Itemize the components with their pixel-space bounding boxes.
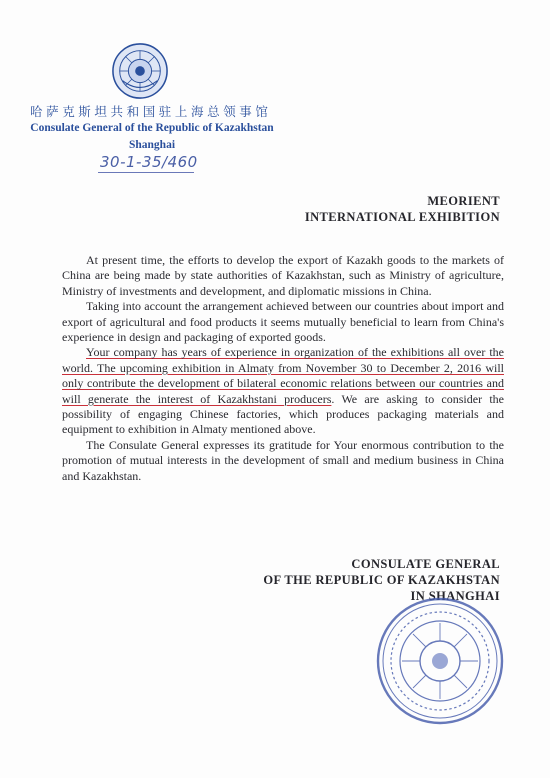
consulate-seal-icon: [375, 596, 505, 726]
paragraph-2: Taking into account the arrangement achieved between our countries about import and export of agricultural and food products it seems mutually beneficial to learn from China's experience in design and packaging of exported goods.: [62, 299, 504, 345]
reference-underline: [98, 172, 194, 173]
reference-number: 30-1-35/460: [100, 153, 198, 171]
signature-line-2: OF THE REPUBLIC OF KAZAKHSTAN: [263, 573, 500, 587]
letter-body: [62, 253, 504, 484]
signature-line-1: CONSULATE GENERAL: [351, 557, 500, 571]
header-english-title: Consulate General of the Republic of Kazakhstan: [30, 122, 274, 134]
addressee-block: [305, 193, 500, 225]
header-chinese-title: 哈萨克斯坦共和国驻上海总领事馆: [30, 104, 272, 119]
paragraph-1: At present time, the efforts to develop the export of Kazakh goods to the markets of China are being made by state authorities of Kazakhstan, such as Ministry of agriculture, Ministry of investments and development, and diplomatic missions in China.: [62, 253, 504, 298]
addressee-line-2: INTERNATIONAL EXHIBITION: [304, 210, 500, 224]
paragraph-3-rest: . We are asking to consider the possibility of engaging Chinese factories, which produces packaging materials and equipment to exhibition in Almaty mentioned above.: [62, 391, 504, 437]
addressee-line-1: MEORIENT: [427, 194, 500, 208]
paragraph-4: The Consulate General expresses its gratitude for Your enormous contribution to the promotion of mutual interests in the development of small and medium business in China and Kazakhstan.: [62, 437, 504, 483]
highlighted-text: Your company has years of experience in organization of the exhibitions all over the world. The upcoming exhibition in Almaty from November 30 to December 2, 2016 will only contribute the development of bilateral economic relations between our countries and will generate the interest of Kazakhstani producers: [62, 345, 504, 406]
signature-line-3: IN SHANGHAI: [410, 589, 500, 603]
header-city: Shanghai: [128, 139, 176, 151]
kazakhstan-emblem-icon: [111, 42, 169, 100]
paragraph-3: [62, 345, 504, 437]
